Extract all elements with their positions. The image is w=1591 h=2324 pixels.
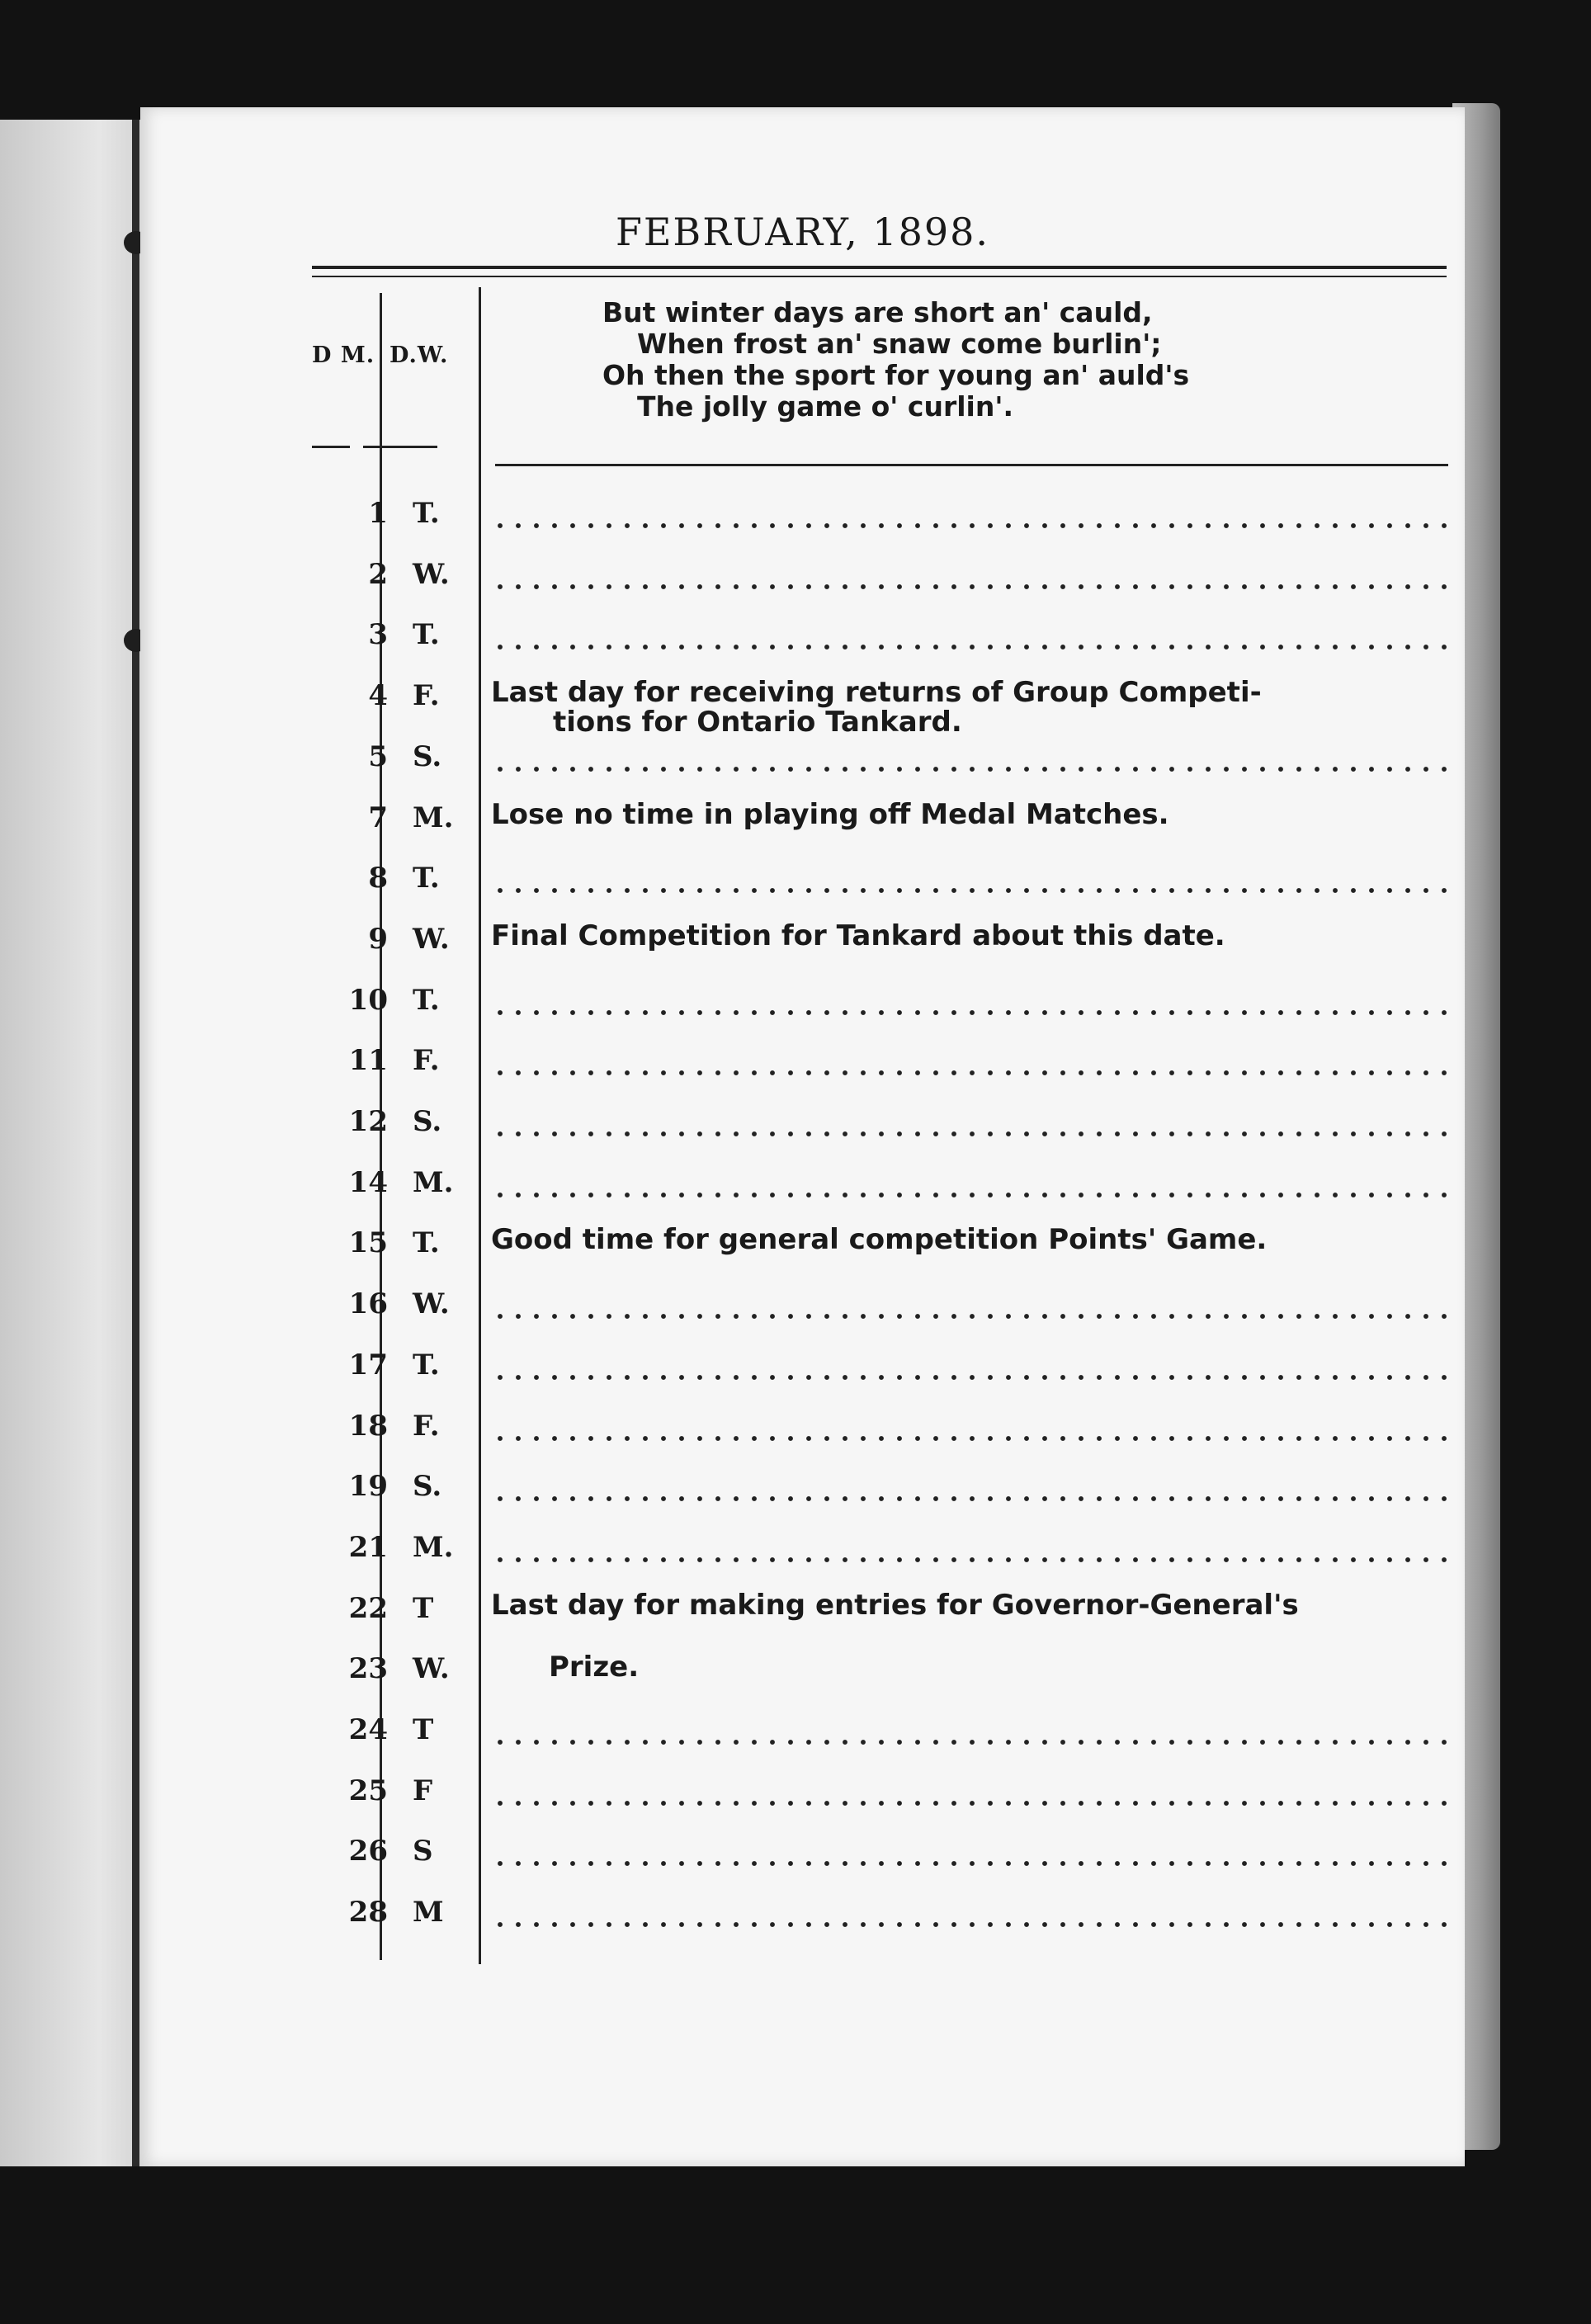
dotted-leader [491,1556,1448,1564]
dotted-leader [491,1920,1448,1929]
entry-text: Last day for making entries for Governor-General's [491,1588,1299,1622]
table-row [140,1821,1465,1882]
day-of-month: 2 [368,557,388,591]
verse-line: But winter days are short an' cauld, [602,296,1153,328]
table-row [140,605,1465,666]
verse-line: Oh then the sport for young an' auld's [602,359,1190,391]
entry-text: Good time for general competition Points' Game. [491,1223,1268,1257]
day-of-month: 26 [348,1835,388,1868]
table-row [140,909,1465,971]
table-row [140,1518,1465,1579]
day-of-month: 23 [348,1652,388,1686]
table-row [140,1761,1465,1822]
dotted-leader [491,1434,1448,1443]
day-of-week: W. [413,1652,450,1686]
dotted-leader [491,1191,1448,1199]
day-of-week: M. [413,1165,454,1199]
table-row [140,1274,1465,1335]
column-header-dw: D.W. [389,342,449,368]
day-of-month: 21 [348,1530,388,1564]
dotted-leader [491,765,1448,773]
day-of-week: T. [413,862,440,895]
day-of-week: S. [413,739,442,773]
verse-line: When frost an' snaw come burlin'; [637,328,1162,360]
dotted-leader [491,1312,1448,1320]
dotted-leader [491,1373,1448,1382]
day-of-month: 16 [348,1287,388,1321]
day-of-month: 4 [368,679,388,713]
verse-line: The jolly game o' curlin'. [637,390,1013,423]
day-of-month: 12 [348,1105,388,1138]
day-of-month: 18 [348,1409,388,1443]
day-of-week: F [413,1774,433,1807]
day-of-week: F. [413,679,440,713]
day-of-month: 22 [348,1591,388,1625]
table-row [140,1457,1465,1518]
table-row [140,1213,1465,1274]
entry-text: Final Competition for Tankard about this date. [491,919,1225,952]
day-of-week: T. [413,618,440,652]
dotted-leader [491,886,1448,895]
day-of-month: 15 [348,1226,388,1260]
day-of-month: 28 [348,1896,388,1930]
day-of-month: 7 [368,801,388,834]
day-of-month: 24 [348,1713,388,1746]
verse [602,297,1395,423]
day-of-week: F. [413,1409,440,1443]
day-of-month: 8 [368,862,388,895]
table-row [140,1579,1465,1640]
day-of-week: M. [413,801,454,834]
table-row [140,1700,1465,1761]
day-of-week: W. [413,922,450,956]
table-row [140,545,1465,606]
book-binding [132,120,139,2166]
table-row [140,1335,1465,1396]
day-of-month: 3 [368,618,388,652]
table-row [140,1882,1465,1944]
day-of-week: W. [413,1287,450,1321]
table-row [140,788,1465,849]
day-of-week: T [413,1713,434,1746]
day-of-week: M. [413,1530,454,1564]
column-header-dm: D M. [312,342,375,368]
header-underline-dw [363,446,437,448]
day-of-week: F. [413,1044,440,1078]
entry-text: Last day for receiving returns of Group Competi- [491,676,1262,710]
dotted-leader [491,1799,1448,1807]
day-of-month: 25 [348,1774,388,1807]
header-underline-dm [312,446,350,448]
table-row [140,666,1465,739]
day-of-week: T. [413,1348,440,1382]
table-row [140,971,1465,1032]
page-title: FEBRUARY, 1898. [615,210,990,254]
dotted-leader [491,1069,1448,1077]
calendar-entry [491,797,1456,831]
facing-page [0,120,142,2166]
day-of-week: S. [413,1470,442,1504]
entry-text: Lose no time in playing off Medal Matches. [491,797,1169,831]
dotted-leader [491,1008,1448,1017]
header-underline-entry [495,464,1448,466]
dotted-leader [491,1130,1448,1138]
day-of-month: 9 [368,922,388,956]
day-of-month: 14 [348,1165,388,1199]
day-of-week: T [413,1591,434,1625]
day-of-month: 17 [348,1348,388,1382]
day-of-week: T. [413,1226,440,1260]
table-row [140,1639,1465,1700]
day-of-week: S. [413,1105,442,1138]
table-row [140,848,1465,909]
entry-continuation: tions for Ontario Tankard. [553,706,962,739]
dotted-leader [491,1859,1448,1868]
entry-continuation: Prize. [549,1651,640,1684]
dotted-leader [491,643,1448,651]
day-of-week: T. [413,983,440,1017]
calendar-entry [491,921,1456,951]
day-of-week: S [413,1835,433,1868]
dotted-leader [491,583,1448,591]
title-rule-top [312,266,1447,269]
day-of-month: 5 [368,739,388,773]
table-row [140,484,1465,545]
calendar-page [140,107,1465,2166]
table-row [140,1031,1465,1092]
table-row [140,1153,1465,1214]
table-row [140,727,1465,788]
table-row [140,1092,1465,1153]
dotted-leader [491,522,1448,530]
calendar-entry [491,1223,1456,1257]
table-row [140,1396,1465,1457]
dotted-leader [491,1495,1448,1503]
day-of-month: 1 [368,497,388,530]
day-of-month: 11 [348,1044,388,1078]
day-of-month: 19 [348,1470,388,1504]
calendar-entry [491,1590,1456,1620]
day-of-week: M [413,1896,444,1930]
day-of-month: 10 [348,983,388,1017]
day-of-week: T. [413,497,440,530]
title-rule-bottom [312,276,1447,277]
day-of-week: W. [413,557,450,591]
dotted-leader [491,1738,1448,1746]
